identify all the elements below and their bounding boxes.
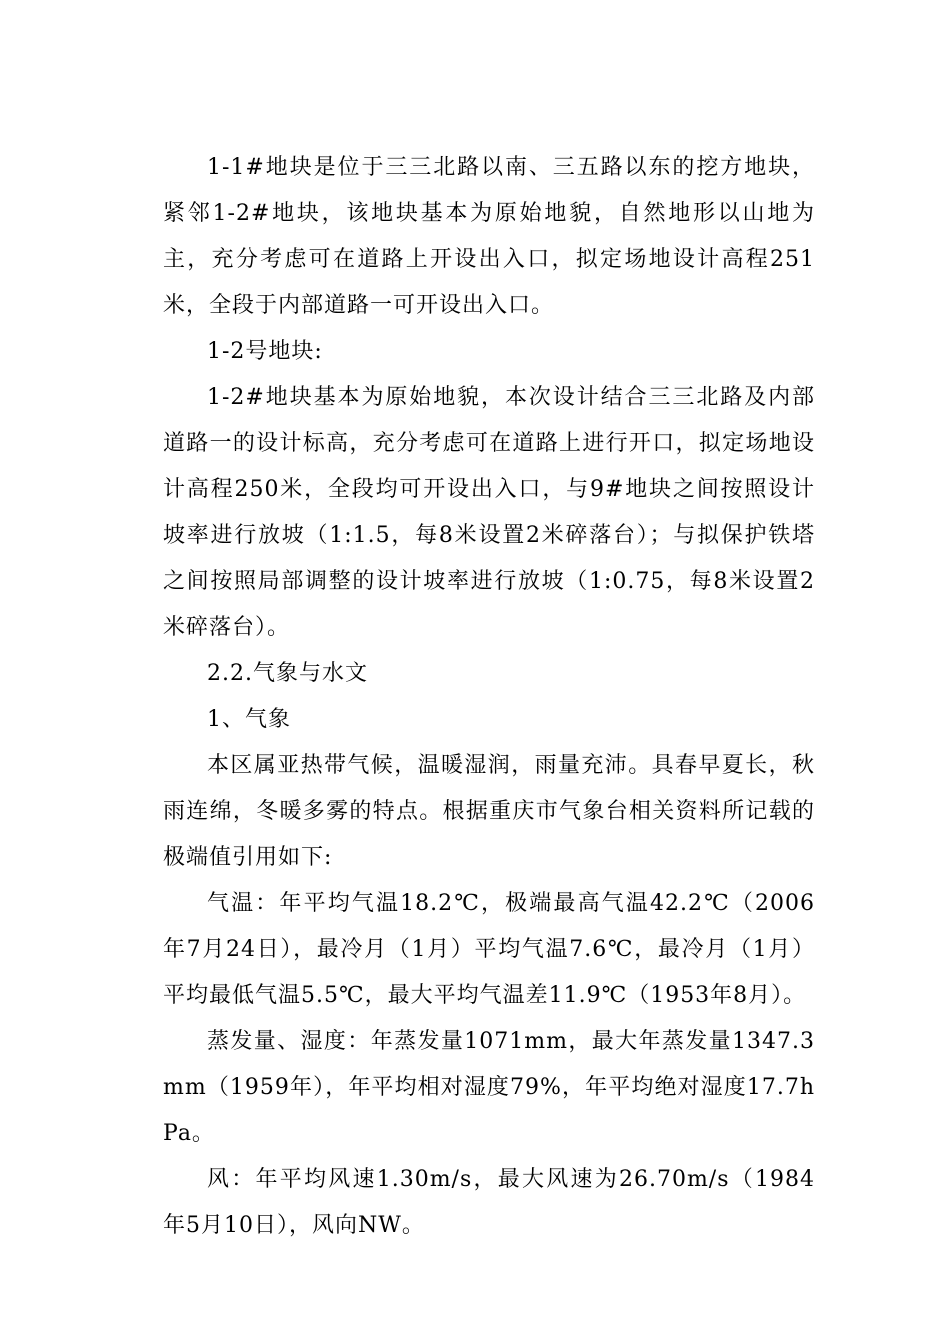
paragraph-climate: 本区属亚热带气候，温暖湿润，雨量充沛。具春早夏长，秋雨连绵，冬暖多雾的特点。根据重庆市气象台相关资料所记载的极端值引用如下: (163, 753, 815, 870)
paragraph-evaporation-humidity: 蒸发量、湿度：年蒸发量1071mm，最大年蒸发量1347.3mm（1959年），年平均相对湿度79%，年平均绝对湿度17.7hPa。 (163, 1029, 815, 1146)
paragraph-temperature: 气温：年平均气温18.2℃，极端最高气温42.2℃（2006年7月24日），最冷月（1月）平均气温7.6℃，最冷月（1月）平均最低气温5.5℃，最大平均气温差11.9℃（1953年8月）。 (163, 891, 815, 1008)
heading-meteorology: 1、气象 (207, 707, 291, 732)
document-body (163, 145, 815, 1249)
heading-meteorology-hydrology: 2.2.气象与水文 (207, 661, 368, 686)
heading-plot-1-2: 1-2号地块: (207, 339, 323, 364)
paragraph-plot-1-1: 1-1#地块是位于三三北路以南、三五路以东的挖方地块，紧邻1-2#地块，该地块基本为原始地貌，自然地形以山地为主，充分考虑可在道路上开设出入口，拟定场地设计高程251米，全段于内部道路一可开设出入口。 (163, 155, 815, 318)
paragraph-wind: 风：年平均风速1.30m/s，最大风速为26.70m/s（1984年5月10日），风向NW。 (163, 1167, 815, 1238)
paragraph-plot-1-2: 1-2#地块基本为原始地貌，本次设计结合三三北路及内部道路一的设计标高，充分考虑可在道路上进行开口，拟定场地设计高程250米，全段均可开设出入口，与9#地块之间按照设计坡率进行放坡（1:1.5，每8米设置2米碎落台）；与拟保护铁塔之间按照局部调整的设计坡率进行放坡（1:0.75，每8米设置2米碎落台）。 (163, 385, 815, 640)
